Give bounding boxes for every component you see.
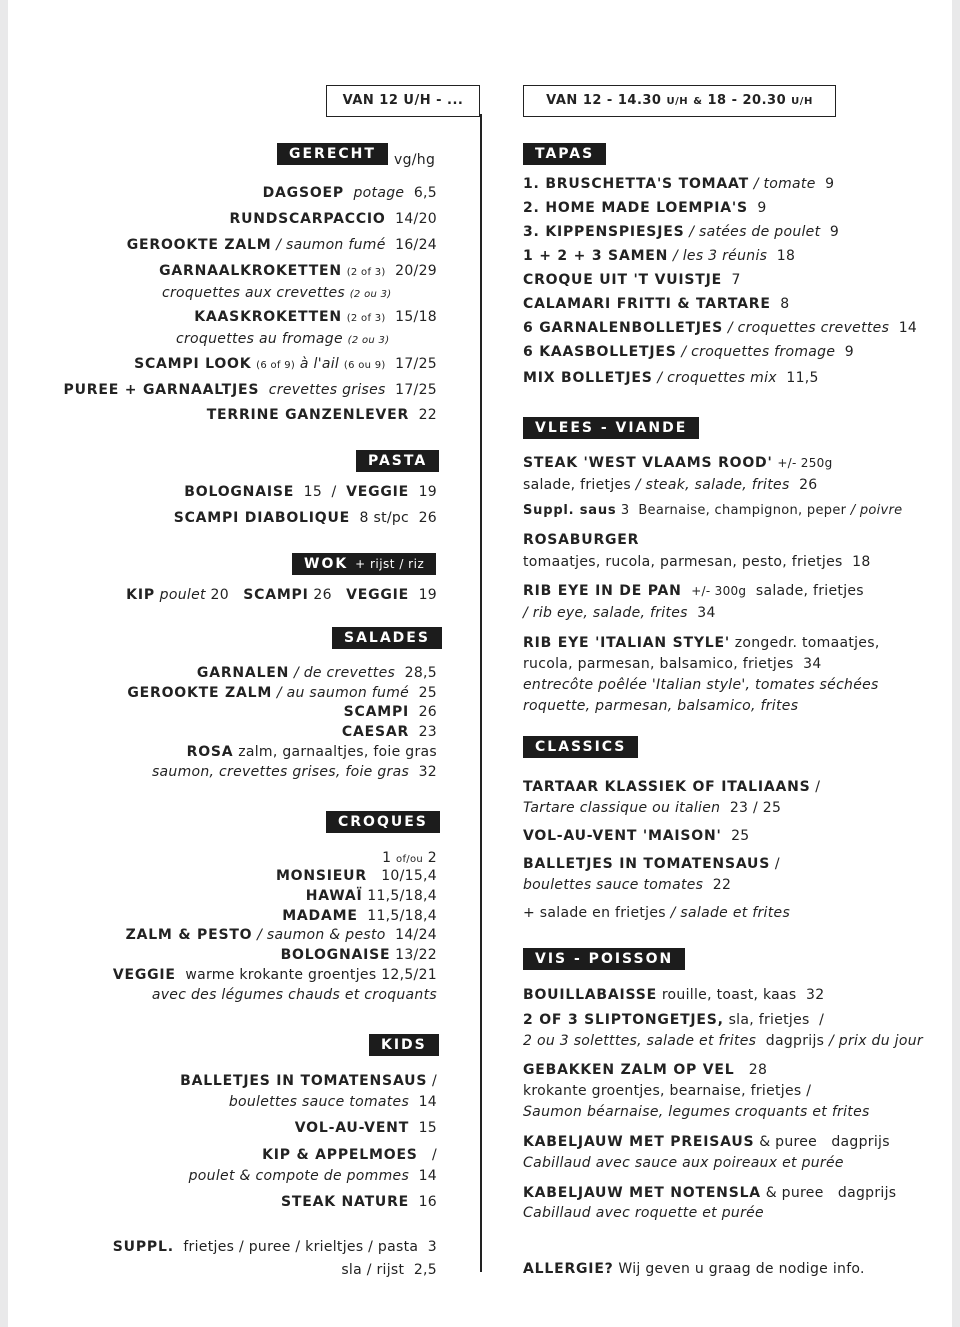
menu-item-fr: Saumon béarnaise, legumes croquants et frites [523, 1104, 870, 1120]
menu-item: ROSA zalm, garnaaltjes, foie gras [186, 744, 437, 760]
time-unit: U/H [791, 96, 813, 107]
menu-item: TERRINE GANZENLEVER 22 [206, 407, 437, 423]
menu-item: HAWAÏ 11,5/18,4 [305, 888, 437, 904]
menu-item: BOUILLABAISSE rouille, toast, kaas 32 [523, 987, 825, 1003]
menu-item: STEAK NATURE 16 [280, 1194, 437, 1210]
section-header-pasta: PASTA [356, 450, 439, 472]
column-divider [480, 114, 482, 1272]
menu-item-fr: croquettes au fromage (2 ou 3) [176, 331, 390, 347]
menu-item-fr: Tartare classique ou italien 23 / 25 [523, 800, 782, 816]
menu-item: GARNALEN / de crevettes 28,5 [196, 665, 437, 681]
menu-item: KIP & APPELMOES / [262, 1147, 437, 1163]
menu-item-fr: croquettes aux crevettes (2 ou 3) [162, 285, 392, 301]
menu-item-fr: 2 ou 3 soletttes, salade et frites dagprijs / prix du jour [523, 1033, 923, 1049]
menu-item-desc: rucola, parmesan, balsamico, frietjes 34 [523, 656, 822, 672]
menu-item: BOLOGNAISE 15 / VEGGIE 19 [184, 484, 437, 500]
menu-item: SCAMPI DIABOLIQUE 8 st/pc 26 [173, 510, 437, 526]
menu-item: RIB EYE 'ITALIAN STYLE' zongedr. tomaatjes, [523, 635, 880, 651]
menu-item: 3. KIPPENSPIESJES / satées de poulet 9 [523, 224, 840, 240]
classics-note: + salade en frietjes / salade et frites [523, 905, 791, 921]
menu-item-fr: roquette, parmesan, balsamico, frites [523, 698, 799, 714]
menu-item: 1 + 2 + 3 SAMEN / les 3 réunis 18 [523, 248, 796, 264]
menu-item: 1. BRUSCHETTA'S TOMAAT / tomate 9 [523, 176, 835, 192]
menu-item: GEROOKTE ZALM / saumon fumé 16/24 [126, 237, 437, 253]
left-time-box: VAN 12 U/H - ... [326, 85, 480, 117]
unit-note: vg/hg [394, 152, 436, 168]
menu-item: GEBAKKEN ZALM OP VEL 28 [523, 1062, 768, 1078]
menu-item-desc: salade, frietjes / steak, salade, frites 26 [523, 477, 818, 493]
menu-item-fr: entrecôte poêlée 'Italian style', tomates séchées [523, 677, 879, 693]
menu-item: SCAMPI LOOK (6 of 9) à l'ail (6 ou 9) 17/25 [134, 356, 437, 372]
time-unit: U/H [666, 96, 689, 107]
section-header-wok: WOK + rijst / riz [292, 553, 436, 575]
menu-item: CALAMARI FRITTI & TARTARE 8 [523, 296, 790, 312]
menu-item: VOL-AU-VENT 'MAISON' 25 [523, 828, 750, 844]
menu-item: STEAK 'WEST VLAAMS ROOD' +/- 250g [523, 455, 833, 471]
time-range-lunch: VAN 12 - 14.30 [546, 93, 662, 108]
menu-item: BALLETJES IN TOMATENSAUS / [523, 856, 780, 872]
time-range-dinner: 18 - 20.30 [707, 93, 787, 108]
menu-item-fr: boulettes sauce tomates 14 [228, 1094, 437, 1110]
section-header-vlees: VLEES - VIANDE [523, 417, 699, 439]
section-header-tapas: TAPAS [523, 143, 606, 165]
menu-item: 2 OF 3 SLIPTONGETJES, sla, frietjes / [523, 1012, 825, 1028]
menu-item: MADAME 11,5/18,4 [282, 908, 437, 924]
menu-item: 2. HOME MADE LOEMPIA'S 9 [523, 200, 767, 216]
menu-item-fr: Cabillaud avec sauce aux poireaux et purée [523, 1155, 844, 1171]
menu-item: DAGSOEP potage 6,5 [262, 185, 437, 201]
section-header-salades: SALADES [332, 627, 442, 649]
menu-item: MIX BOLLETJES / croquettes mix 11,5 [523, 370, 819, 386]
right-time-box [523, 85, 836, 117]
menu-item-fr: poulet & compote de pommes 14 [188, 1168, 437, 1184]
menu-item: CAESAR 23 [341, 724, 437, 740]
supplements: sla / rijst 2,5 [341, 1262, 437, 1278]
menu-item: RIB EYE IN DE PAN +/- 300g salade, frietjes [523, 583, 864, 599]
section-header-croques: CROQUES [326, 811, 440, 833]
menu-item: KAASKROKETTEN (2 of 3) 15/18 [194, 309, 437, 325]
menu-item: VOL-AU-VENT 15 [294, 1120, 437, 1136]
menu-item: RUNDSCARPACCIO 14/20 [229, 211, 437, 227]
section-header-kids: KIDS [369, 1034, 439, 1056]
menu-item: PUREE + GARNAALTJES crevettes grises 17/25 [63, 382, 437, 398]
menu-item-fr: avec des légumes chauds et croquants [151, 987, 437, 1003]
section-header-vis: VIS - POISSON [523, 948, 685, 970]
menu-item: 6 GARNALENBOLLETJES / croquettes crevettes 14 [523, 320, 918, 336]
menu-page [8, 0, 952, 1327]
menu-item: SCAMPI 26 [343, 704, 437, 720]
menu-item-desc: tomaatjes, rucola, parmesan, pesto, frietjes 18 [523, 554, 871, 570]
menu-item: BALLETJES IN TOMATENSAUS / [180, 1073, 437, 1089]
menu-item: KABELJAUW MET PREISAUS & puree dagprijs [523, 1134, 890, 1150]
sauce-supplement: Suppl. saus 3 Bearnaise, champignon, peper / poivre [523, 503, 903, 518]
section-header-classics: CLASSICS [523, 736, 638, 758]
menu-item: VEGGIE warme krokante groentjes 12,5/21 [112, 967, 437, 983]
menu-item-fr: saumon, crevettes grises, foie gras 32 [151, 764, 437, 780]
supplements: SUPPL. frietjes / puree / krieltjes / pasta 3 [112, 1239, 437, 1255]
menu-item: 6 KAASBOLLETJES / croquettes fromage 9 [523, 344, 854, 360]
menu-item: ROSABURGER [523, 532, 640, 548]
menu-item: GARNAALKROKETTEN (2 of 3) 20/29 [159, 263, 437, 279]
qty-header: 1 of/ou 2 [382, 850, 437, 866]
menu-item-fr: / rib eye, salade, frites 34 [523, 605, 716, 621]
ampersand: & [693, 96, 703, 107]
section-header-gerecht: GERECHT [277, 143, 388, 165]
menu-item-fr: boulettes sauce tomates 22 [523, 877, 732, 893]
allergy-note: ALLERGIE? Wij geven u graag de nodige info. [523, 1261, 865, 1277]
menu-item: GEROOKTE ZALM / au saumon fumé 25 [127, 685, 437, 701]
menu-item: MONSIEUR 10/15,4 [275, 868, 437, 884]
menu-item-fr: Cabillaud avec roquette et purée [523, 1205, 764, 1221]
menu-item: CROQUE UIT 'T VUISTJE 7 [523, 272, 741, 288]
menu-item-desc: krokante groentjes, bearnaise, frietjes / [523, 1083, 812, 1099]
menu-item: TARTAAR KLASSIEK OF ITALIAANS / [523, 779, 821, 795]
menu-item: ZALM & PESTO / saumon & pesto 14/24 [125, 927, 437, 943]
menu-item: KABELJAUW MET NOTENSLA & puree dagprijs [523, 1185, 897, 1201]
menu-item: BOLOGNAISE 13/22 [280, 947, 437, 963]
menu-item: KIP poulet 20 SCAMPI 26 VEGGIE 19 [126, 587, 437, 603]
